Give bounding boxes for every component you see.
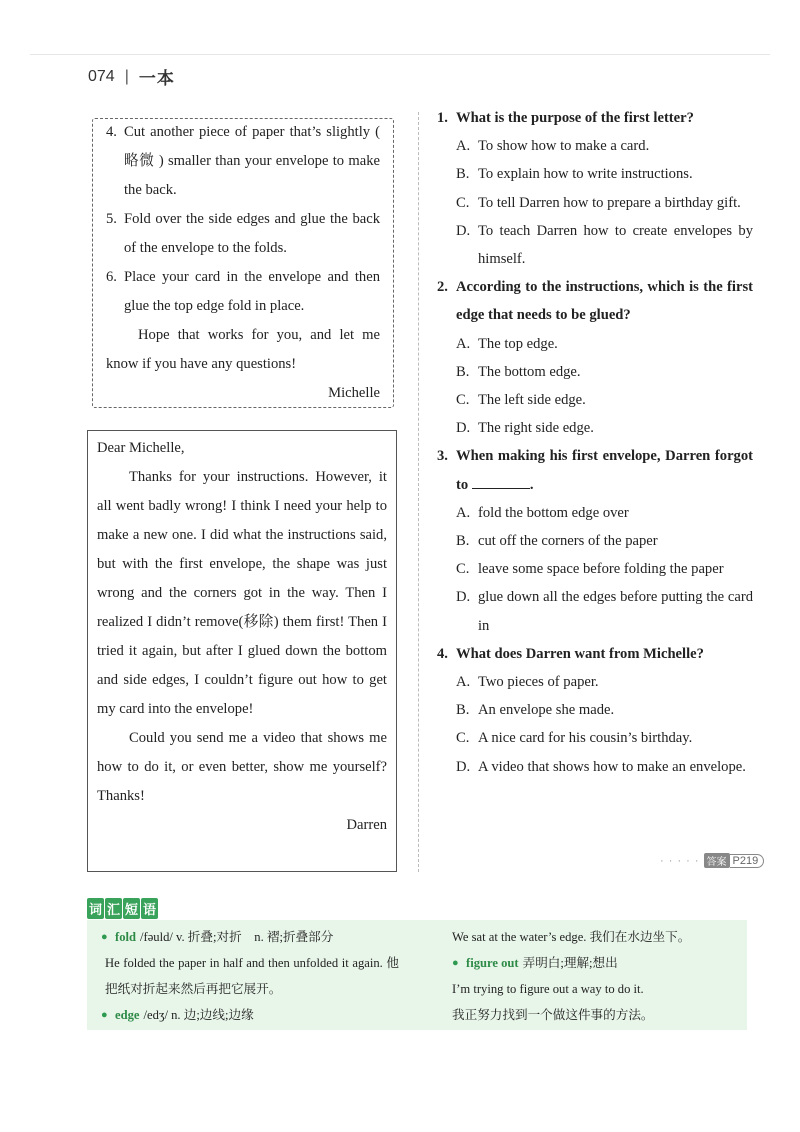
book-logo: 一本 (138, 69, 175, 89)
question: 2. According to the instructions, which is the first edge that needs to be glued? A. The top edge. B. The bottom edge. C. The left side edge. D. The right side edge. (437, 273, 753, 442)
vocab-section-title: 词 汇 短 语 (87, 898, 159, 919)
bullet-icon: ● (452, 957, 459, 969)
instructions-letter-box (92, 118, 394, 408)
option: A. Two pieces of paper. (456, 674, 599, 691)
vocab-example-translation: 我正努力找到一个做这件事的方法。 (452, 1008, 654, 1022)
instruction-step: 4. Cut another piece of paper that’s slightly ( 略微 ) smaller than your envelope to make the back. (106, 124, 380, 198)
questions-column (437, 104, 753, 781)
option: B. To explain how to write instructions. (456, 166, 693, 183)
bullet-icon: ● (101, 1009, 108, 1021)
letter-paragraph: Could you send me a video that shows me how to do it, or even better, show me yourself? Thanks! (97, 730, 387, 804)
answer-label: 答案 (704, 853, 730, 868)
option: B. An envelope she made. (456, 702, 615, 719)
option: C. The left side edge. (456, 392, 586, 409)
header-separator: | (124, 67, 129, 85)
greeting: Dear Michelle, (97, 440, 185, 456)
question: 4. What does Darren want from Michelle? A. Two pieces of paper. B. An envelope she made. C. A nice card for his cousin’s birthday. D. A video that shows how to make an envelope. (437, 640, 753, 781)
column-divider (418, 112, 419, 872)
page-header (88, 64, 175, 89)
closing-paragraph: Hope that works for you, and let me know if you have any questions! (106, 327, 380, 372)
vocab-example: We sat at the water’s edge. 我们在水边坐下。 (452, 930, 691, 944)
letter-paragraph: Thanks for your instructions. However, it all went badly wrong! I think I need your help to make a new one. I did what the instructions said, but with the first envelope, the shape was just wrong and the corners got in the way. Then I realized I didn’t remove(移除) them first! Then I tried it again, but after I glued down the bottom and side edges, I couldn’t figure out how to get my card into the envelope! (97, 469, 387, 717)
option: A. To show how to make a card. (456, 138, 650, 155)
question: 3. When making his first envelope, Darren forgot to . A. fold the bottom edge over B. cut off the corners of the paper C. leave some space before folding the paper D. glue down all the edges before putting the card in (437, 442, 753, 639)
vocab-panel (87, 920, 747, 1030)
option: D. glue down all the edges before putting the card in (456, 589, 753, 634)
option: D. To teach Darren how to create envelopes by himself. (456, 222, 753, 268)
vocab-entry-fold: ● fold /fəuld/ v. 折叠;对折 n. 褶;折叠部分 (101, 924, 399, 950)
option: A. The top edge. (456, 335, 558, 352)
answer-blank (472, 474, 530, 489)
answer-page: P219 (730, 854, 765, 868)
vocab-entry-edge: ● edge /edʒ/ n. 边;边线;边缘 (101, 1002, 399, 1028)
option: C. leave some space before folding the paper (456, 561, 724, 578)
option: C. A nice card for his cousin’s birthday. (456, 730, 693, 747)
option: B. The bottom edge. (456, 363, 581, 380)
option: A. fold the bottom edge over (456, 504, 629, 521)
option: D. The right side edge. (456, 420, 594, 437)
question: 1. What is the purpose of the first letter? A. To show how to make a card. B. To explain how to write instructions. C. To tell Darren how to prepare a birthday gift. D. To teach Darren how to create envelopes by himself. (437, 104, 753, 273)
vocab-entry-figure-out: ● figure out 弄明白;理解;想出 (452, 950, 740, 976)
page-number: 074 (88, 67, 115, 85)
bullet-icon: ● (101, 931, 108, 943)
answer-reference: · · · · · 答案 P219 (660, 853, 764, 868)
option: B. cut off the corners of the paper (456, 533, 658, 550)
vocab-example: I’m trying to figure out a way to do it. (452, 982, 644, 996)
instruction-step: 5. Fold over the side edges and glue the back of the envelope to the folds. (106, 211, 380, 256)
option: C. To tell Darren how to prepare a birthday gift. (456, 194, 741, 211)
vocab-example: He folded the paper in half and then unfolded it again. 他把纸对折起来然后再把它展开。 (105, 956, 399, 996)
reply-letter-box (87, 430, 397, 872)
option: D. A video that shows how to make an envelope. (456, 758, 746, 775)
signature-michelle: Michelle (328, 385, 380, 401)
signature-darren: Darren (346, 817, 387, 833)
instruction-step: 6. Place your card in the envelope and then glue the top edge fold in place. (106, 269, 380, 314)
top-rule (30, 54, 770, 55)
